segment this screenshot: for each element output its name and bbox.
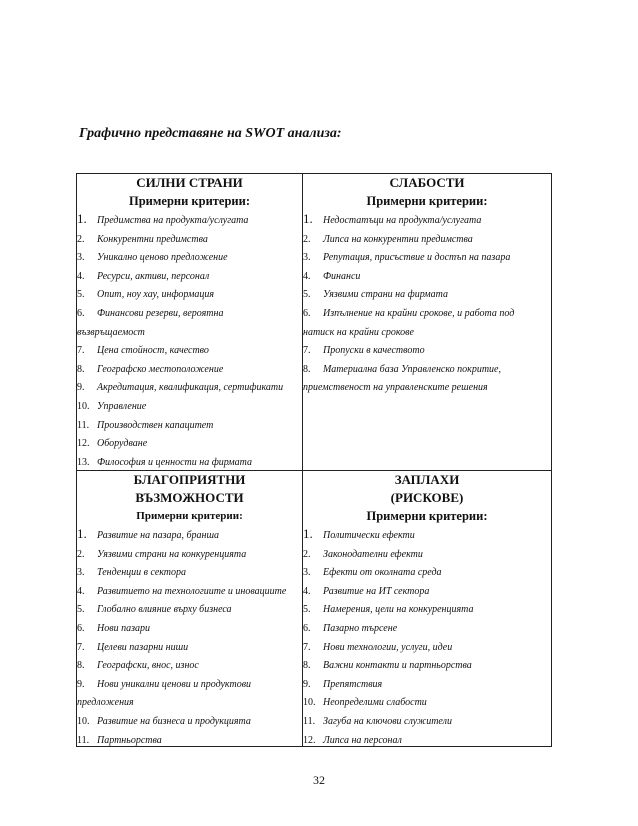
item-number: 10.	[77, 715, 90, 727]
item-text: Конкурентни предимства	[97, 233, 208, 245]
weaknesses-list	[303, 210, 551, 398]
item-text: Репутация, присъствие и достъп на пазара	[323, 252, 511, 264]
item-text: възвръщаемост	[77, 326, 145, 338]
item-number: 1.	[77, 211, 87, 226]
item-number: 7.	[77, 641, 85, 653]
list-item	[303, 601, 551, 620]
list-item	[77, 398, 302, 417]
list-item	[303, 379, 551, 398]
item-text: Управление	[97, 400, 147, 412]
list-item	[77, 435, 302, 454]
strengths-quadrant	[77, 174, 302, 470]
list-item	[303, 657, 551, 676]
item-number: 6.	[303, 622, 311, 634]
strengths-subtitle: Примерни критерии:	[129, 194, 250, 208]
item-number: 13.	[77, 456, 90, 468]
swot-table	[76, 173, 552, 747]
list-item	[77, 305, 302, 324]
item-text: Липса на конкурентни предимства	[323, 233, 473, 245]
item-text: Акредитация, квалификация, сертификати	[97, 382, 284, 394]
item-number: 7.	[77, 345, 85, 357]
item-text: Материална база Управленско покритие,	[323, 363, 501, 375]
item-text: Целеви пазарни ниши	[97, 641, 189, 653]
list-item	[303, 694, 551, 713]
item-text: Финанси	[323, 270, 361, 282]
list-item	[303, 639, 551, 658]
item-number: 11.	[303, 715, 316, 727]
item-number: 4.	[303, 585, 311, 597]
item-text: приемственост на управленските решения	[303, 382, 488, 394]
section-heading: Графично представяне на SWOT анализа:	[79, 126, 342, 141]
item-number: 3.	[303, 252, 311, 264]
item-number: 2.	[77, 548, 85, 560]
item-text: Политически ефекти	[323, 530, 415, 541]
item-number: 10.	[77, 400, 90, 412]
item-number: 1.	[303, 526, 313, 541]
threats-quadrant	[303, 471, 551, 747]
item-number: 5.	[303, 604, 311, 616]
item-number: 5.	[303, 289, 311, 301]
list-item	[77, 342, 302, 361]
list-item	[303, 268, 551, 287]
item-text: Глобално влияние върху бизнеса	[97, 604, 232, 616]
item-text: Недостатъци на продукта/услугата	[323, 215, 482, 226]
item-text: Уязвими страни на фирмата	[323, 289, 448, 301]
list-item	[303, 210, 551, 231]
item-number: 8.	[77, 660, 85, 672]
item-number: 12.	[77, 438, 90, 450]
list-item	[77, 601, 302, 620]
list-item	[77, 583, 302, 602]
list-item	[77, 732, 302, 747]
item-number: 9.	[77, 382, 85, 394]
opportunities-title: БЛАГОПРИЯТНИ	[133, 472, 246, 487]
item-number: 7.	[303, 641, 311, 653]
item-number: 6.	[303, 307, 311, 319]
item-number: 8.	[303, 363, 311, 375]
weaknesses-quadrant	[303, 174, 551, 470]
item-number: 11.	[77, 734, 90, 746]
list-item	[77, 379, 302, 398]
item-text: Нови технологии, услуги, идеи	[323, 641, 453, 653]
item-number: 8.	[77, 363, 85, 375]
list-item	[303, 286, 551, 305]
item-number: 3.	[303, 567, 311, 579]
item-text: Законодателни ефекти	[323, 548, 423, 560]
list-item	[303, 342, 551, 361]
item-text: Географско местоположение	[97, 363, 224, 375]
item-number: 3.	[77, 252, 85, 264]
list-item	[77, 676, 302, 695]
item-number: 5.	[77, 604, 85, 616]
list-item	[303, 305, 551, 324]
item-text: Нови пазари	[97, 622, 150, 634]
item-text: Оборудване	[97, 438, 148, 450]
list-item	[77, 231, 302, 250]
item-text: Развитие на пазара, бранша	[97, 530, 220, 541]
item-text: Препятствия	[323, 678, 383, 690]
opportunities-quadrant	[77, 471, 302, 747]
list-item	[303, 546, 551, 565]
item-number: 4.	[77, 270, 85, 282]
item-text: Изпълнение на крайни срокове, и работа под	[323, 307, 515, 319]
item-text: Философия и ценности на фирмата	[97, 456, 253, 468]
list-item	[77, 417, 302, 436]
threats-title-line2: (РИСКОВЕ)	[390, 490, 464, 505]
item-text: Географски, внос, износ	[97, 660, 199, 672]
item-number: 6.	[77, 622, 85, 634]
item-text: Партньорства	[97, 734, 162, 746]
item-text: натиск на крайни срокове	[303, 326, 414, 338]
item-number: 11.	[77, 419, 90, 431]
item-number: 10.	[303, 697, 316, 709]
item-text: Цена стойност, качество	[97, 345, 209, 357]
item-number: 8.	[303, 660, 311, 672]
item-number: 1.	[303, 211, 313, 226]
item-text: Ресурси, активи, персонал	[97, 270, 210, 282]
list-item	[303, 249, 551, 268]
page-number: 32	[313, 773, 325, 787]
list-item	[77, 694, 302, 713]
list-item	[303, 732, 551, 747]
list-item	[77, 454, 302, 470]
item-text: Пазарно търсене	[323, 622, 398, 634]
threats-title: ЗАПЛАХИ	[394, 472, 460, 487]
item-number: 9.	[77, 678, 85, 690]
list-item	[77, 286, 302, 305]
item-number: 1.	[77, 526, 87, 541]
item-text: Важни контакти и партньорства	[323, 660, 472, 672]
item-text: Развитие на бизнеса и продукцията	[97, 715, 251, 727]
weaknesses-subtitle: Примерни критерии:	[366, 194, 488, 208]
item-text: Тенденции в сектора	[97, 567, 187, 579]
item-number: 6.	[77, 307, 85, 319]
list-item	[77, 525, 302, 546]
list-item	[77, 620, 302, 639]
list-item	[303, 564, 551, 583]
list-item	[303, 525, 551, 546]
item-text: Пропуски в качеството	[323, 345, 425, 357]
item-text: Финансови резерви, вероятна	[97, 307, 224, 319]
list-item	[303, 231, 551, 250]
weaknesses-title: СЛАБОСТИ	[389, 175, 465, 190]
item-text: предложения	[77, 697, 134, 709]
threats-list	[303, 525, 551, 747]
item-text: Загуба на ключови служители	[323, 715, 452, 727]
list-item	[77, 249, 302, 268]
item-text: Ефекти от околната среда	[323, 567, 442, 579]
item-number: 7.	[303, 345, 311, 357]
item-number: 12.	[303, 734, 316, 746]
list-item	[77, 657, 302, 676]
item-text: Развитие на ИТ сектора	[323, 585, 430, 597]
item-text: Уникално ценово предложение	[97, 252, 228, 264]
item-number: 2.	[303, 233, 311, 245]
item-number: 5.	[77, 289, 85, 301]
threats-subtitle: Примерни критерии:	[366, 509, 488, 523]
list-item	[303, 361, 551, 380]
opportunities-subtitle: Примерни критерии:	[136, 510, 243, 522]
item-number: 2.	[77, 233, 85, 245]
item-text: Уязвими страни на конкуренцията	[97, 548, 247, 560]
list-item	[303, 324, 551, 343]
opportunities-title-line2: ВЪЗМОЖНОСТИ	[135, 490, 244, 505]
list-item	[77, 210, 302, 231]
item-text: Липса на персонал	[323, 734, 402, 746]
list-item	[77, 361, 302, 380]
item-number: 2.	[303, 548, 311, 560]
list-item	[303, 713, 551, 732]
item-text: Производствен капацитет	[97, 419, 214, 431]
item-number: 9.	[303, 678, 311, 690]
list-item	[77, 324, 302, 343]
list-item	[77, 268, 302, 287]
list-item	[303, 676, 551, 695]
item-text: Развитието на технологиите и иновациите	[97, 585, 287, 597]
strengths-list	[77, 210, 302, 470]
list-item	[303, 620, 551, 639]
strengths-title: СИЛНИ СТРАНИ	[136, 175, 243, 190]
list-item	[77, 713, 302, 732]
item-number: 4.	[303, 270, 311, 282]
list-item	[77, 639, 302, 658]
list-item	[77, 564, 302, 583]
item-number: 3.	[77, 567, 85, 579]
opportunities-list	[77, 525, 302, 747]
item-text: Предимства на продукта/услугата	[97, 215, 249, 226]
item-text: Намерения, цели на конкуренцията	[323, 604, 474, 616]
item-text: Опит, ноу хау, информация	[97, 289, 214, 301]
item-number: 4.	[77, 585, 85, 597]
list-item	[303, 583, 551, 602]
item-text: Нови уникални ценови и продуктови	[97, 678, 252, 690]
list-item	[77, 546, 302, 565]
item-text: Неопределими слабости	[323, 697, 427, 709]
